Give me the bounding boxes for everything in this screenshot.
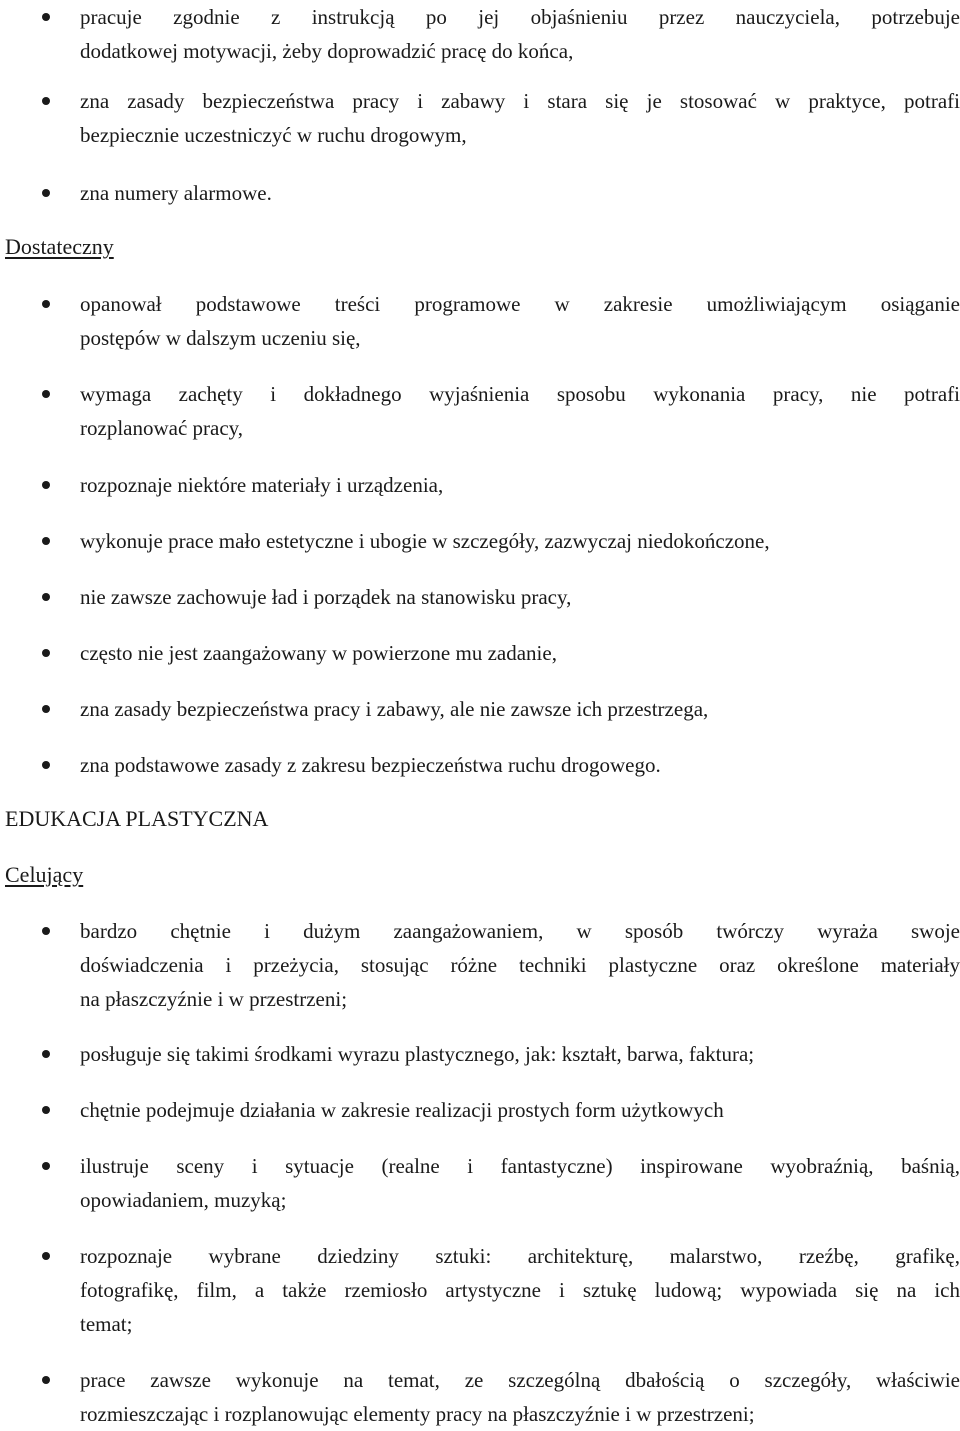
list-item-line: zna numery alarmowe. [80, 181, 272, 205]
list-item [80, 1239, 960, 1341]
list-item-line: rozpoznaje niektóre materiały i urządzenia, [80, 473, 444, 497]
bullet-icon [42, 927, 50, 935]
bullet-icon [42, 481, 50, 489]
bullet-icon [42, 1106, 50, 1114]
list-item-line: chętnie podejmuje działania w zakresie realizacji prostych form użytkowych [80, 1098, 724, 1122]
bullet-icon [42, 390, 50, 398]
list-item-line: opanował podstawowe treści programowe w zakresie umożliwiającym osiąganie [80, 292, 960, 316]
list-item [80, 748, 960, 782]
list-item [80, 1363, 960, 1431]
bullet-icon [42, 761, 50, 769]
list-item-line: na płaszczyźnie i w przestrzeni; [80, 987, 348, 1011]
list-item [80, 468, 960, 502]
bullet-icon [42, 300, 50, 308]
list-item [80, 1093, 960, 1127]
list-item-line: doświadczenia i przeżycia, stosując różne techniki plastyczne oraz określone materiały [80, 953, 960, 977]
list-item-line: rozplanować pracy, [80, 416, 244, 440]
list-item-line: postępów w dalszym uczeniu się, [80, 326, 361, 350]
list-item-line: pracuje zgodnie z instrukcją po jej objaśnieniu przez nauczyciela, potrzebuje [80, 5, 960, 29]
list-item-line: ilustruje sceny i sytuacje (realne i fantastyczne) inspirowane wyobraźnią, baśnią, [80, 1154, 960, 1178]
list-item-line: często nie jest zaangażowany w powierzone mu zadanie, [80, 641, 557, 665]
bullet-icon [42, 13, 50, 21]
list-item [80, 914, 960, 1016]
list-item-line: fotografikę, film, a także rzemiosło artystyczne i sztukę ludową; wypowiada się na ich [80, 1278, 960, 1302]
bullet-icon [42, 1162, 50, 1170]
list-item-line: posługuje się takimi środkami wyrazu plastycznego, jak: kształt, barwa, faktura; [80, 1042, 755, 1066]
bullet-icon [42, 1050, 50, 1058]
bullet-icon [42, 1252, 50, 1260]
list-item [80, 580, 960, 614]
list-item [80, 636, 960, 670]
list-item [80, 377, 960, 445]
bullet-icon [42, 189, 50, 197]
list-item-line: wymaga zachęty i dokładnego wyjaśnienia sposobu wykonania pracy, nie potrafi [80, 382, 960, 406]
list-item-line: prace zawsze wykonuje na temat, ze szczególną dbałością o szczegóły, właściwie [80, 1368, 960, 1392]
section-title: EDUKACJA PLASTYCZNA [5, 806, 269, 831]
list-item-line: rozmieszczając i rozplanowując elementy pracy na płaszczyźnie i w przestrzeni; [80, 1402, 755, 1426]
list-item [80, 84, 960, 152]
list-item-line: zna podstawowe zasady z zakresu bezpieczeństwa ruchu drogowego. [80, 753, 661, 777]
bullet-icon [42, 705, 50, 713]
list-item-line: bezpiecznie uczestniczyć w ruchu drogowym, [80, 123, 467, 147]
bullet-icon [42, 593, 50, 601]
bullet-icon [42, 537, 50, 545]
list-item [80, 1037, 960, 1071]
bullet-icon [42, 649, 50, 657]
list-item [80, 287, 960, 355]
list-item-line: dodatkowej motywacji, żeby doprowadzić pracę do końca, [80, 39, 574, 63]
list-item-line: nie zawsze zachowuje ład i porządek na stanowisku pracy, [80, 585, 572, 609]
list-item-line: zna zasady bezpieczeństwa pracy i zabawy i stara się je stosować w praktyce, potrafi [80, 89, 960, 113]
list-item-line: zna zasady bezpieczeństwa pracy i zabawy, ale nie zawsze ich przestrzega, [80, 697, 709, 721]
list-item [80, 176, 960, 210]
grade-heading-celujacy: Celujący [5, 862, 84, 887]
list-item-line: bardzo chętnie i dużym zaangażowaniem, w sposób twórczy wyraża swoje [80, 919, 960, 943]
bullet-icon [42, 1376, 50, 1384]
list-item-line: temat; [80, 1312, 133, 1336]
grade-heading-dostateczny: Dostateczny [5, 234, 114, 259]
list-item [80, 524, 960, 558]
list-item [80, 692, 960, 726]
list-item [80, 0, 960, 68]
list-item [80, 1149, 960, 1217]
bullet-icon [42, 97, 50, 105]
list-item-line: rozpoznaje wybrane dziedziny sztuki: architekturę, malarstwo, rzeźbę, grafikę, [80, 1244, 960, 1268]
list-item-line: wykonuje prace mało estetyczne i ubogie w szczegóły, zazwyczaj niedokończone, [80, 529, 770, 553]
list-item-line: opowiadaniem, muzyką; [80, 1188, 287, 1212]
